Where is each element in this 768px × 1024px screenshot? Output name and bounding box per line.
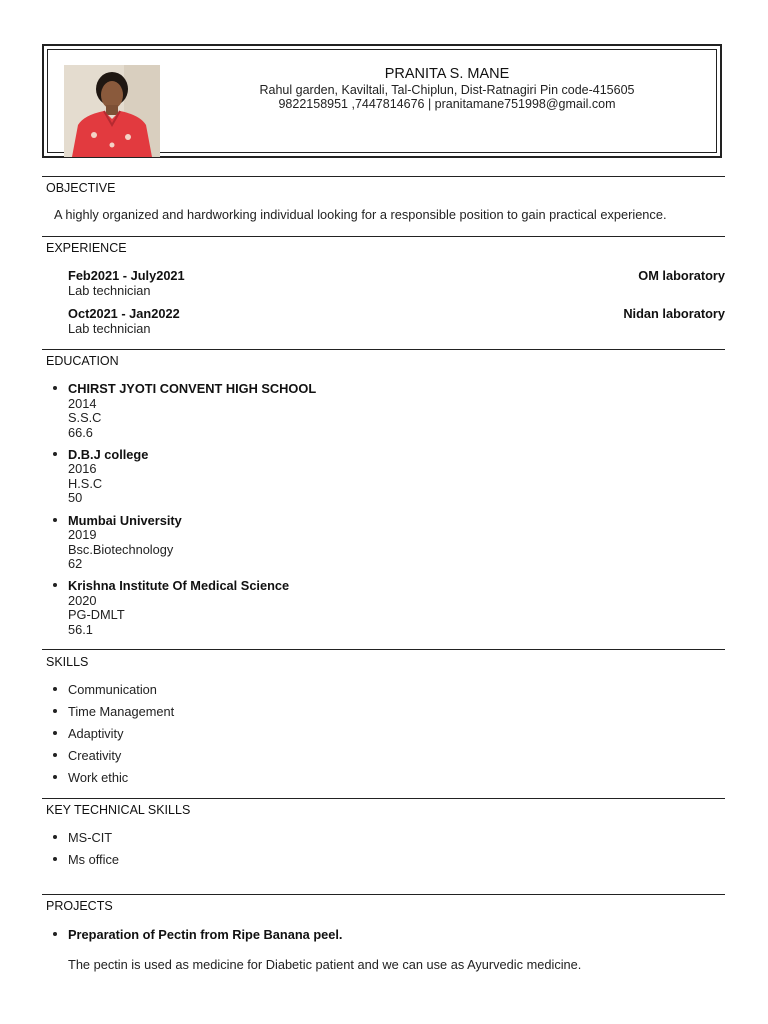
experience-company: Nidan laboratory [623,306,725,321]
section-divider [42,236,725,237]
tech-skill-item: Ms office [68,852,119,867]
bullet-dot [53,583,57,587]
skill-item: Communication [68,682,157,697]
education-school: D.B.J college [68,447,149,462]
education-score: 56.1 [68,622,93,637]
education-year: 2016 [68,461,97,476]
bullet-dot [53,452,57,456]
education-school: Mumbai University [68,513,182,528]
education-degree: PG-DMLT [68,607,125,622]
bullet-dot [53,857,57,861]
skill-item: Adaptivity [68,726,124,741]
experience-company: OM laboratory [638,268,725,283]
education-degree: Bsc.Biotechnology [68,542,174,557]
experience-dates: Oct2021 - Jan2022 [68,306,180,321]
address-line: Rahul garden, Kaviltali, Tal-Chiplun, Dist-Ratnagiri Pin code-415605 [259,83,635,97]
profile-photo [64,65,160,157]
section-divider [42,894,725,895]
education-year: 2019 [68,527,97,542]
bullet-dot [53,518,57,522]
education-score: 50 [68,490,83,505]
header-inner-border [47,49,717,153]
skills-title: SKILLS [46,655,89,669]
bullet-dot [53,753,57,757]
education-score: 62 [68,556,83,571]
skill-item: Work ethic [68,770,129,785]
section-divider [42,649,725,650]
experience-title: EXPERIENCE [46,241,127,255]
bullet-dot [53,709,57,713]
bullet-dot [53,687,57,691]
bullet-dot [53,835,57,839]
education-year: 2014 [68,396,97,411]
project-name: Preparation of Pectin from Ripe Banana peel. [68,927,343,942]
objective-text: A highly organized and hardworking individual looking for a responsible position to gain practical experience. [54,207,667,222]
section-divider [42,798,725,799]
education-degree: H.S.C [68,476,103,491]
experience-dates: Feb2021 - July2021 [68,268,185,283]
header-box [42,44,722,158]
education-school: CHIRST JYOTI CONVENT HIGH SCHOOL [68,381,317,396]
education-score: 66.6 [68,425,93,440]
tech-skills-title: KEY TECHNICAL SKILLS [46,803,191,817]
education-school: Krishna Institute Of Medical Science [68,578,290,593]
section-divider [42,176,725,177]
projects-title: PROJECTS [46,899,113,913]
experience-role: Lab technician [68,321,151,336]
education-year: 2020 [68,593,97,608]
skill-item: Time Management [68,704,175,719]
bullet-dot [53,386,57,390]
tech-skill-item: MS-CIT [68,830,113,845]
project-description: The pectin is used as medicine for Diabetic patient and we can use as Ayurvedic medicine. [68,957,582,972]
education-degree: S.S.C [68,410,102,425]
section-divider [42,349,725,350]
skill-item: Creativity [68,748,122,763]
experience-role: Lab technician [68,283,151,298]
bullet-dot [53,932,57,936]
education-title: EDUCATION [46,354,119,368]
candidate-name: PRANITA S. MANE [384,66,510,82]
contact-line: 9822158951 ,7447814676 | pranitamane751998@gmail.com [278,97,616,111]
objective-title: OBJECTIVE [46,181,116,195]
bullet-dot [53,731,57,735]
bullet-dot [53,775,57,779]
